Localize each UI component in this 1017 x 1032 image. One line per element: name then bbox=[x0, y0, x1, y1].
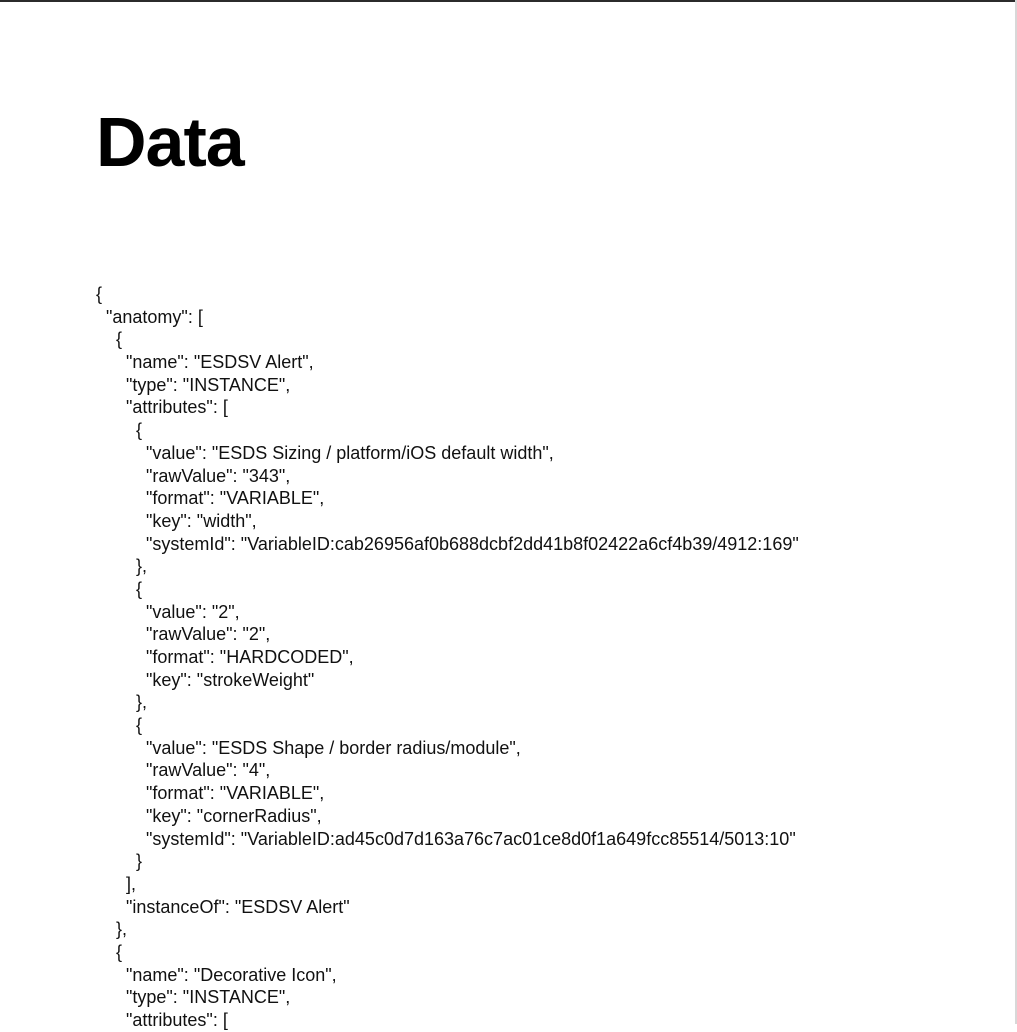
page-title: Data bbox=[96, 103, 244, 181]
json-line: "format": "HARDCODED", bbox=[96, 647, 354, 667]
json-line: "rawValue": "2", bbox=[96, 624, 271, 645]
json-line: { bbox=[96, 941, 123, 962]
json-line: { bbox=[96, 578, 143, 599]
top-border bbox=[0, 0, 1017, 2]
json-line: "name": "ESDSV Alert", bbox=[96, 352, 314, 373]
json-line: } bbox=[96, 851, 143, 872]
json-code-block bbox=[96, 283, 996, 1032]
json-line: "name": "Decorative Icon", bbox=[96, 964, 337, 985]
json-line: }, bbox=[96, 919, 128, 940]
json-line: "type": "INSTANCE", bbox=[96, 987, 291, 1008]
json-line: "systemId": "VariableID:cab26956af0b688dcbf2dd41b8f02422a6cf4b39/4912:169" bbox=[96, 533, 799, 554]
json-line: "value": "2", bbox=[96, 601, 240, 622]
json-line: "key": "cornerRadius", bbox=[96, 805, 322, 826]
json-line: "attributes": [ bbox=[96, 1010, 228, 1030]
json-line: "type": "INSTANCE", bbox=[96, 374, 291, 395]
json-line: "key": "width", bbox=[96, 510, 257, 531]
json-line: "instanceOf": "ESDSV Alert" bbox=[96, 896, 350, 917]
json-line: { bbox=[96, 284, 103, 304]
json-line: "value": "ESDS Shape / border radius/module", bbox=[96, 737, 521, 758]
json-line: "rawValue": "4", bbox=[96, 760, 271, 781]
json-line: "rawValue": "343", bbox=[96, 465, 291, 486]
json-line: { bbox=[96, 715, 143, 736]
json-line: "attributes": [ bbox=[96, 397, 228, 418]
json-line: ], bbox=[96, 873, 137, 894]
json-line: }, bbox=[96, 556, 148, 577]
json-line: { bbox=[96, 329, 123, 350]
json-line: "format": "VARIABLE", bbox=[96, 783, 325, 804]
json-line: "systemId": "VariableID:ad45c0d7d163a76c7ac01ce8d0f1a649fcc85514/5013:10" bbox=[96, 828, 796, 849]
json-line: "anatomy": [ bbox=[96, 306, 203, 327]
json-line: { bbox=[96, 420, 143, 441]
json-line: }, bbox=[96, 692, 148, 713]
json-line: "value": "ESDS Sizing / platform/iOS default width", bbox=[96, 442, 554, 463]
json-line: "format": "VARIABLE", bbox=[96, 488, 325, 509]
json-line: "key": "strokeWeight" bbox=[96, 669, 315, 690]
